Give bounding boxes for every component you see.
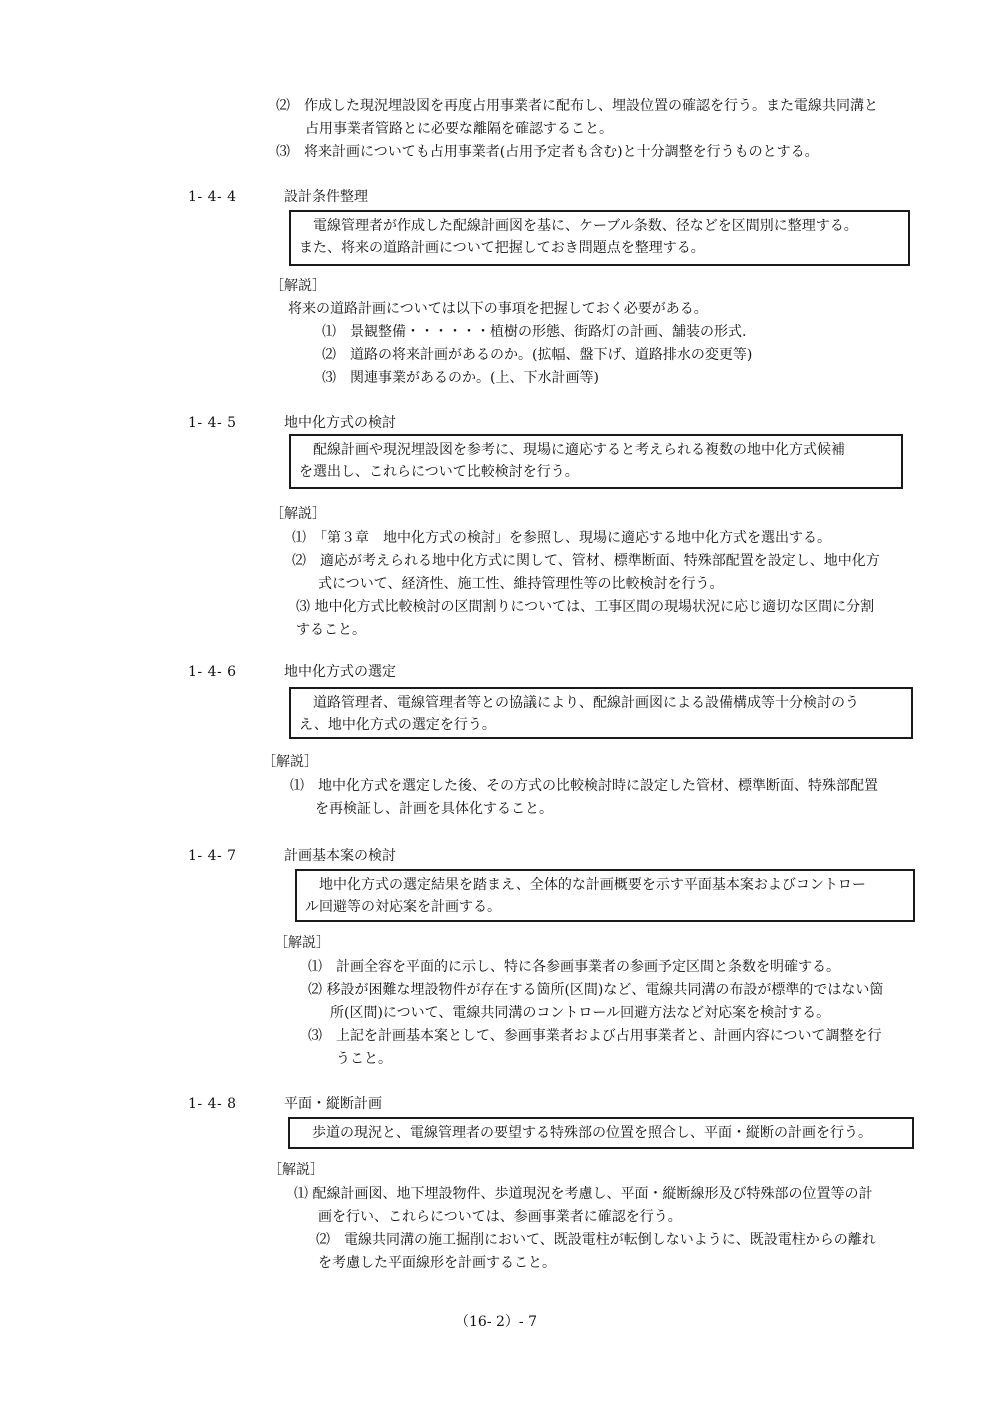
explanation-line: 将来の道路計画については以下の事項を把握しておく必要がある。 xyxy=(288,301,708,317)
section-heading-1-4-6 xyxy=(188,661,396,683)
explanation-line: ⑶ 地中化方式比較検討の区間割りについては、工事区間の現場状況に応じ適切な区間に分割 xyxy=(296,599,875,615)
summary-line: ル回避等の対応案を計画する。 xyxy=(305,899,501,915)
explanation-line: ⑶ 関連事業があるのか。(上、下水計画等) xyxy=(322,370,599,386)
explanation-line: うこと。 xyxy=(336,1051,392,1067)
section-number: 1- 4- 8 xyxy=(188,1096,237,1112)
explanation-line: ⑵ 適応が考えられる地中化方式に関して、管材、標準断面、特殊部配置を設定し、地中化方 xyxy=(292,553,880,569)
summary-line: 歩道の現況と、電線管理者の要望する特殊部の位置を照合し、平面・縦断の計画を行う。 xyxy=(312,1125,872,1141)
section-heading-1-4-7 xyxy=(188,845,396,867)
explanation-line: を再検証し、計画を具体化すること。 xyxy=(315,801,553,817)
explanation-line: ⑶ 上記を計画基本案として、参画事業者および占用事業者と、計画内容について調整を行 xyxy=(308,1028,882,1044)
section-title: 地中化方式の選定 xyxy=(284,664,396,680)
section-number: 1- 4- 5 xyxy=(188,415,237,431)
section-title: 平面・縦断計画 xyxy=(284,1096,382,1112)
section-number: 1- 4- 6 xyxy=(188,664,237,680)
explanation-line: ⑴ 地中化方式を選定した後、その方式の比較検討時に設定した管材、標準断面、特殊部配置 xyxy=(290,778,878,794)
explanation-line: 所(区間)について、電線共同溝のコントロール回避方法など対応案を検討する。 xyxy=(330,1005,831,1021)
explanation-line: ⑵ 道路の将来計画があるのか。(拡幅、盤下げ、道路排水の変更等) xyxy=(322,347,753,363)
section-heading-1-4-8 xyxy=(188,1093,382,1115)
page-number: （16- 2）- 7 xyxy=(455,1314,537,1330)
summary-box-1-4-5 xyxy=(289,434,903,489)
explanation-line: すること。 xyxy=(296,622,366,638)
section-heading-1-4-5 xyxy=(188,412,396,434)
explanation-line: 画を行い、これらについては、参画事業者に確認を行う。 xyxy=(318,1209,682,1225)
section-heading-1-4-4 xyxy=(188,186,368,208)
summary-box-1-4-7 xyxy=(295,869,915,922)
intro-line-2: 占用事業者管路とに必要な離隔を確認すること。 xyxy=(305,121,613,137)
explanation-line: 式について、経済性、施工性、維持管理性等の比較検討を行う。 xyxy=(318,576,724,592)
summary-line: え、地中化方式の選定を行う。 xyxy=(299,717,496,733)
kaisetsu-label: ［解説］ xyxy=(270,506,326,522)
explanation-line: ⑵ 移設が困難な埋設物件が存在する箇所(区間)など、電線共同溝の布設が標準的ではない箇 xyxy=(308,982,884,998)
kaisetsu-label: ［解説］ xyxy=(262,754,318,770)
summary-box-1-4-8 xyxy=(288,1117,914,1149)
summary-line: 道路管理者、電線管理者等との協議により、配線計画図による設備構成等十分検討のう xyxy=(313,695,859,711)
section-title: 地中化方式の検討 xyxy=(284,415,396,431)
explanation-line: ⑴ 計画全容を平面的に示し、特に各参画事業者の参画予定区間と条数を明確する。 xyxy=(308,959,840,975)
section-number: 1- 4- 7 xyxy=(188,848,237,864)
intro-line-1: ⑵ 作成した現況埋設図を再度占用事業者に配布し、埋設位置の確認を行う。また電線共同溝と xyxy=(276,98,878,114)
section-title: 設計条件整理 xyxy=(284,189,368,205)
section-number: 1- 4- 4 xyxy=(188,189,237,205)
explanation-line: ⑵ 電線共同溝の施工掘削において、既設電柱が転倒しないように、既設電柱からの離れ xyxy=(316,1232,876,1248)
summary-line: また、将来の道路計画について把握しておき問題点を整理する。 xyxy=(299,240,705,256)
explanation-line: ⑴ 「第３章 地中化方式の検討」を参照し、現場に適応する地中化方式を選出する。 xyxy=(292,530,831,546)
explanation-line: ⑴ 配線計画図、地下埋設物件、歩道現況を考慮し、平面・縦断線形及び特殊部の位置等の計 xyxy=(294,1186,873,1202)
summary-line: 地中化方式の選定結果を踏まえ、全体的な計画概要を示す平面基本案およびコントロー xyxy=(319,877,866,893)
summary-box-1-4-6 xyxy=(289,687,913,739)
section-title: 計画基本案の検討 xyxy=(284,848,396,864)
summary-box-1-4-4 xyxy=(289,210,910,266)
summary-line: 電線管理者が作成した配線計画図を基に、ケーブル条数、径などを区間別に整理する。 xyxy=(313,218,858,234)
intro-line-3: ⑶ 将来計画についても占用事業者(占用予定者も含む)と十分調整を行うものとする。 xyxy=(276,144,819,160)
kaisetsu-label: ［解説］ xyxy=(270,278,326,294)
explanation-line: ⑴ 景観整備・・・・・・植樹の形態、街路灯の計画、舗装の形式. xyxy=(322,324,747,340)
kaisetsu-label: ［解説］ xyxy=(268,1162,324,1178)
summary-line: 配線計画や現況埋設図を参考に、現場に適応すると考えられる複数の地中化方式候補 xyxy=(313,442,845,458)
explanation-line: を考慮した平面線形を計画すること。 xyxy=(318,1255,556,1271)
kaisetsu-label: ［解説］ xyxy=(274,935,330,951)
summary-line: を選出し、これらについて比較検討を行う。 xyxy=(299,464,579,480)
